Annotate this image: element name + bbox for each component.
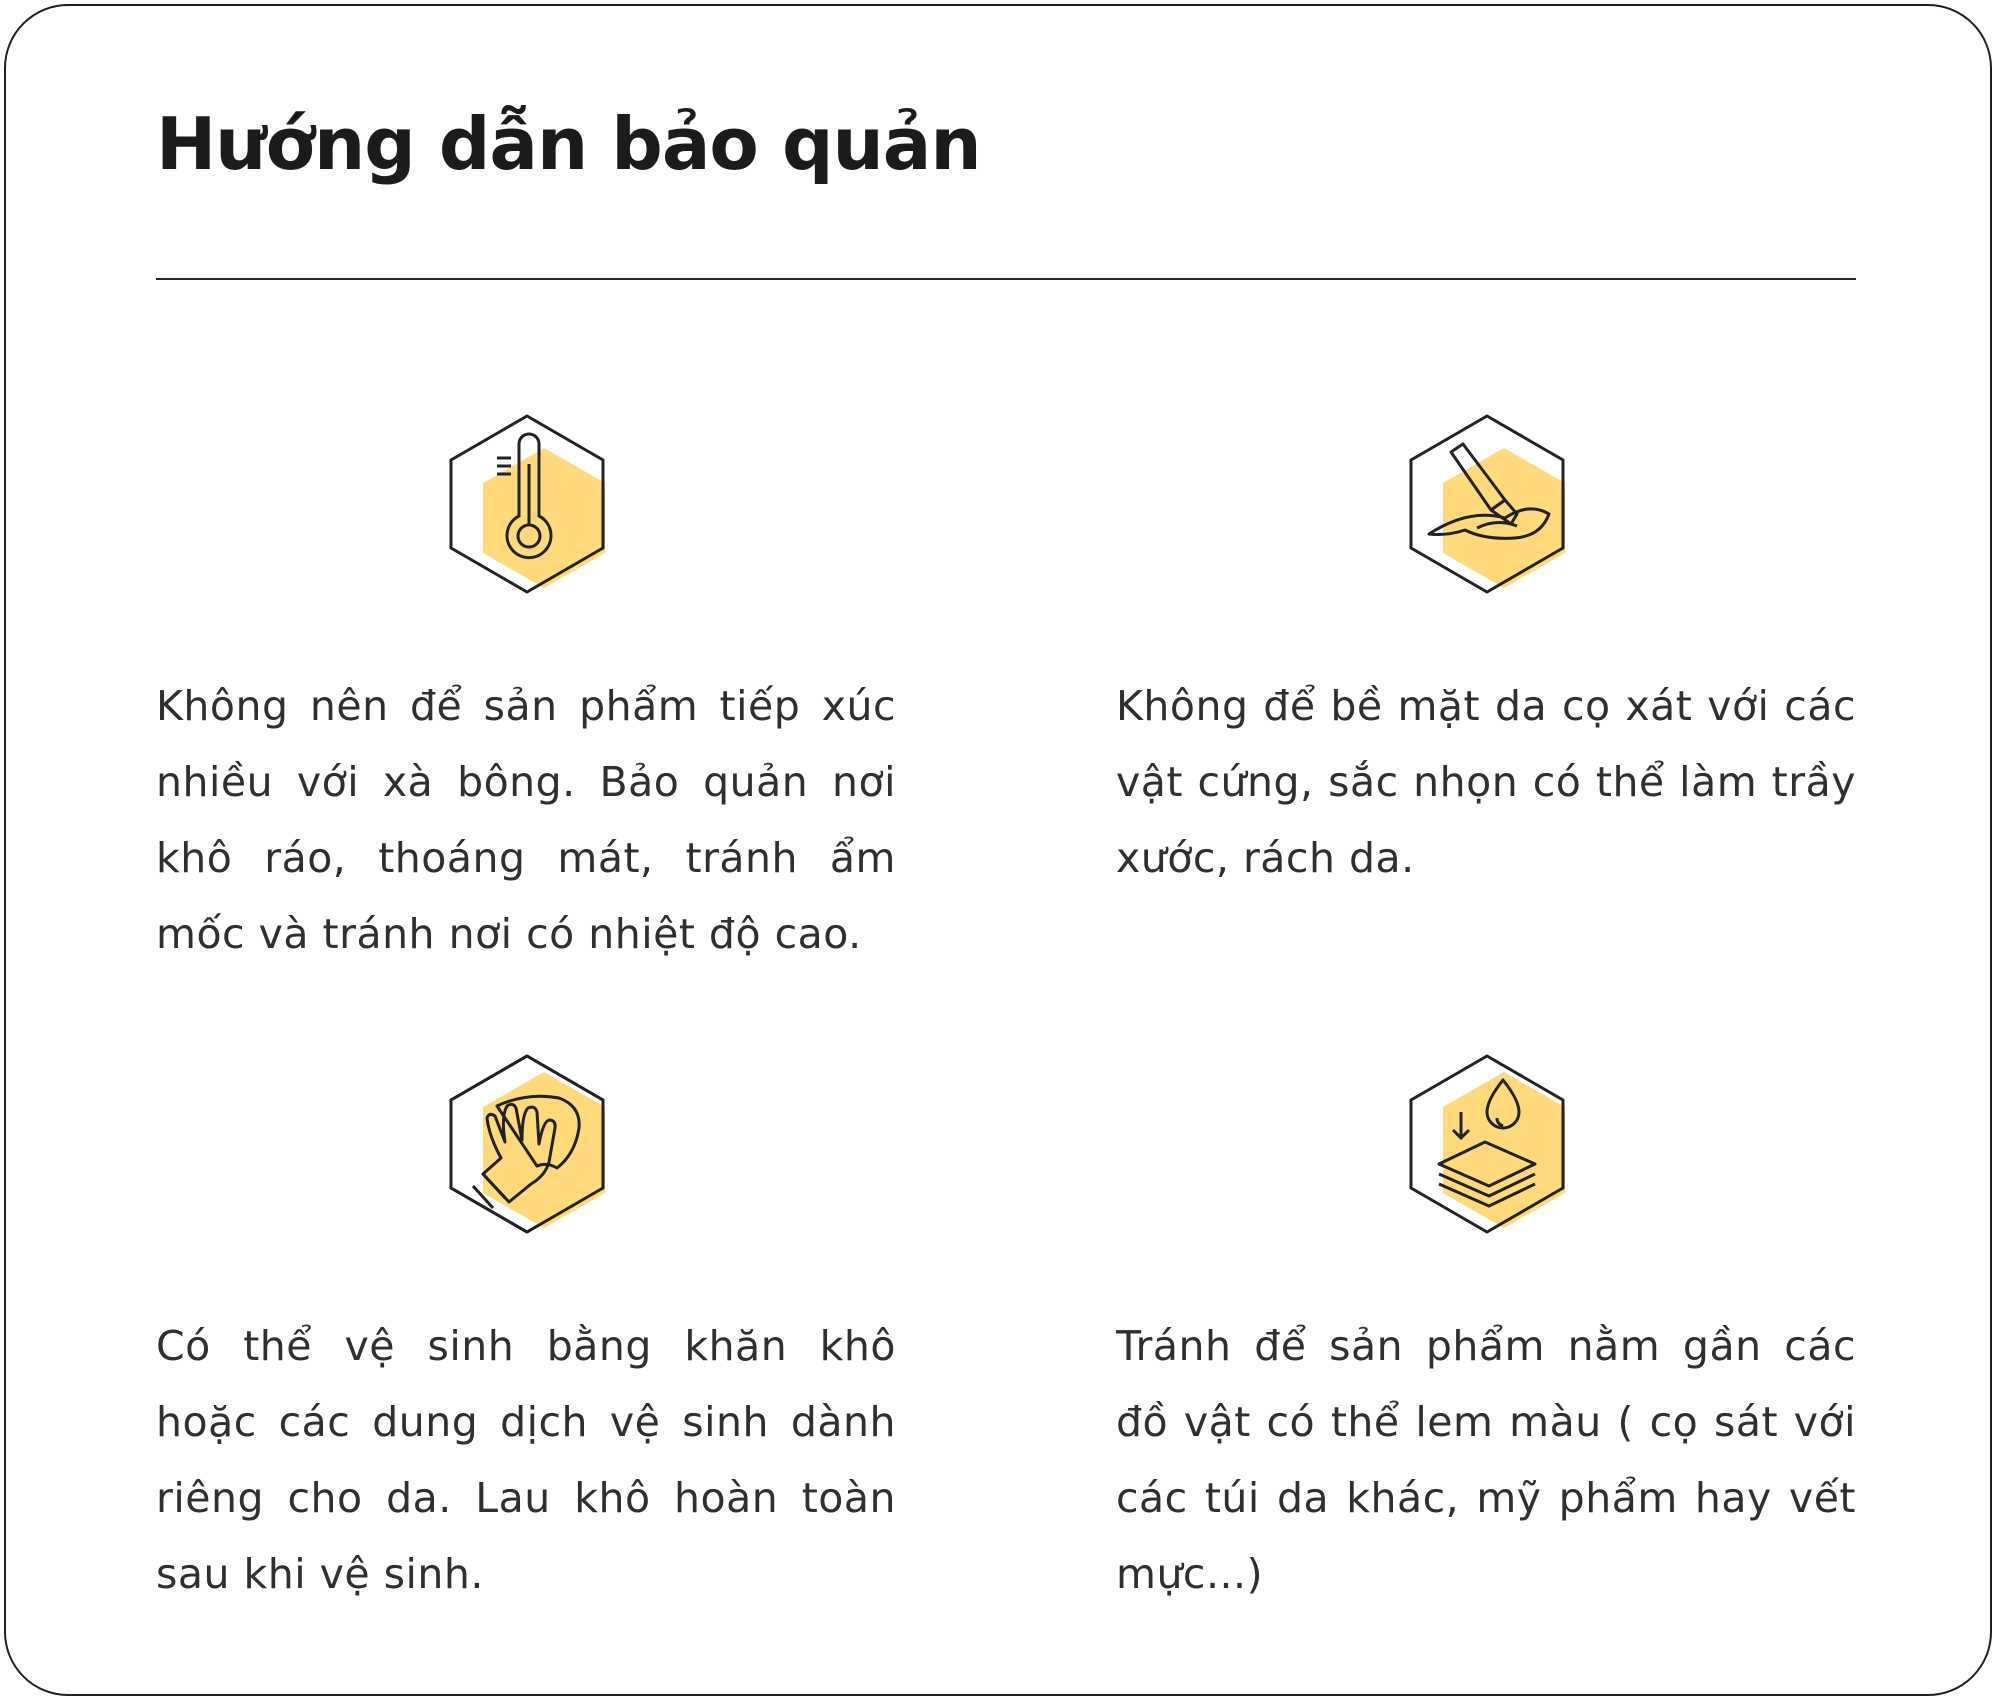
tip-text: Tránh để sản phẩm nằm gần các đồ vật có thể lem màu ( cọ sát với các túi da khác, mỹ phẩm hay vết mực...) xyxy=(1116,1322,1856,1598)
tip-text: Không để bề mặt da cọ xát với các vật cứng, sắc nhọn có thể làm trầy xước, rách da. xyxy=(1116,682,1856,882)
thermometer-icon xyxy=(439,406,623,606)
water-drop-layers-icon xyxy=(1399,1046,1583,1246)
tip-text: Không nên để sản phẩm tiếp xúc nhiều với xà bông. Bảo quản nơi khô ráo, thoáng mát, tránh ẩm mốc và tránh nơi có nhiệt độ cao. xyxy=(156,682,896,958)
page-title: Hướng dẫn bảo quản xyxy=(156,102,981,186)
title-divider xyxy=(156,278,1856,280)
tip-text: Có thể vệ sinh bằng khăn khô hoặc các dung dịch vệ sinh dành riêng cho da. Lau khô hoàn toàn sau khi vệ sinh. xyxy=(156,1322,896,1598)
care-guide-card xyxy=(4,4,1992,1696)
hand-wipe-icon xyxy=(439,1046,623,1246)
knife-scratch-icon xyxy=(1399,406,1583,606)
